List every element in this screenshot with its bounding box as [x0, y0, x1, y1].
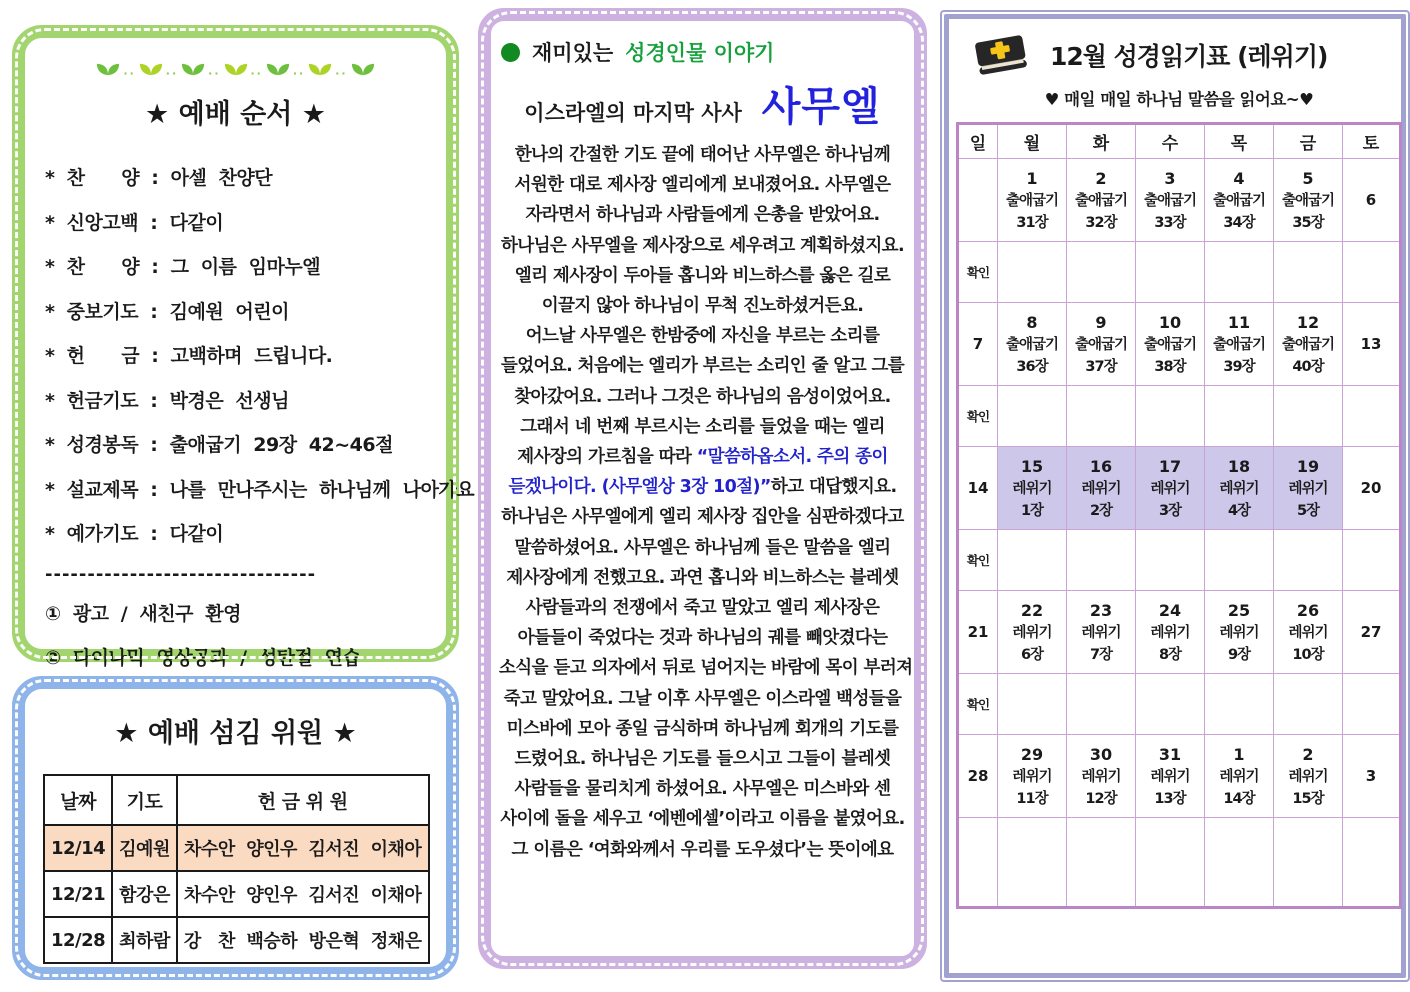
check-cell [998, 242, 1067, 303]
reading-date: 1 [1233, 745, 1245, 764]
day-header: 수 [1136, 124, 1205, 159]
reading-book: 출애굽기 [1281, 337, 1335, 353]
check-row [958, 674, 1401, 735]
story-line [499, 744, 906, 774]
reading-chapter: 6장 [1020, 647, 1044, 663]
reading-chapter: 10장 [1292, 647, 1324, 663]
check-cell [1274, 674, 1343, 735]
check-label-cell: 확인 [958, 386, 998, 447]
serving-cell: 12/28 [44, 917, 112, 963]
dot-separator: ·· [250, 67, 263, 80]
story-segment: 아들들이 죽었다는 것과 하나님의 궤를 빼앗겼다는 [517, 628, 888, 649]
check-cell [1274, 386, 1343, 447]
bible-story-content [491, 21, 914, 956]
story-line [499, 351, 906, 381]
reading-book: 출애굽기 [1212, 337, 1266, 353]
sprout-icon [96, 61, 120, 80]
reading-cell [1067, 159, 1136, 242]
reading-date: 16 [1089, 457, 1113, 476]
sprout-icon [181, 61, 205, 80]
reading-cell [1274, 303, 1343, 386]
reading-cell [1067, 303, 1136, 386]
story-line [499, 774, 906, 804]
check-cell [1274, 242, 1343, 303]
order-item: * 찬 양 : 아셀 찬양단 [45, 167, 273, 189]
bible-story-panel [478, 8, 927, 969]
reading-book: 레위기 [1012, 769, 1052, 785]
serving-cell: 최하람 [112, 917, 177, 963]
reading-date: 22 [1020, 601, 1044, 620]
reading-date: 19 [1296, 457, 1320, 476]
story-line [499, 804, 906, 834]
story-line [499, 231, 906, 261]
reading-chapter: 34장 [1223, 215, 1255, 231]
story-line [499, 502, 906, 532]
notice-item: ② 다이나믹 영상공과 / 성탄절 연습 [45, 646, 361, 669]
sprout-icon [139, 61, 163, 80]
reading-cell [1136, 303, 1205, 386]
check-cell [1343, 530, 1401, 591]
serving-committee-panel [12, 676, 459, 980]
reading-book: 출애굽기 [1005, 337, 1059, 353]
story-segment: 듣겠나이다. (사무엘상 3장 10절)” [508, 477, 771, 498]
reading-book: 레위기 [1219, 625, 1259, 641]
day-header: 화 [1067, 124, 1136, 159]
check-cell [998, 818, 1067, 908]
order-item: * 예가기도 : 다같이 [45, 523, 224, 545]
story-segment: 사이에 돌을 세우고 ‘에벤에셀’이라고 이름을 붙였어요. [500, 809, 905, 830]
reading-chapter: 15장 [1292, 791, 1324, 807]
reading-date: 3 [1164, 169, 1176, 188]
story-line [499, 200, 906, 230]
check-row [958, 818, 1401, 908]
story-segment: 자라면서 하나님과 사람들에게 은총을 받았어요. [525, 205, 880, 226]
reading-date: 23 [1089, 601, 1113, 620]
reading-cell [998, 447, 1067, 530]
story-line [499, 261, 906, 291]
check-cell [1067, 818, 1136, 908]
reading-chapter: 35장 [1292, 215, 1324, 231]
sprout-icon [351, 61, 375, 80]
story-segment: 하나님은 사무엘에게 엘리 제사장 집안을 심판하겠다고 [501, 507, 904, 528]
sprout-icon [308, 61, 332, 80]
story-segment: 그 이름은 ‘여화와께서 우리를 도우셨다’는 뜻이에요 [511, 839, 894, 860]
saturday-cell: 3 [1343, 735, 1401, 818]
reading-cell [1205, 159, 1274, 242]
reading-cell [1136, 447, 1205, 530]
story-segment: 찾아갔어요. 그러나 그것은 하나님의 음성이었어요. [514, 386, 891, 407]
story-segment: 죽고 말았어요. 그날 이후 사무엘은 이스라엘 백성들을 [503, 688, 902, 709]
day-header: 목 [1205, 124, 1274, 159]
reading-chapter: 31장 [1016, 215, 1048, 231]
sunday-cell: 14 [958, 447, 998, 530]
reading-chapter: 33장 [1154, 215, 1186, 231]
story-line [499, 472, 906, 502]
reading-cell [1136, 159, 1205, 242]
reading-chapter: 1장 [1020, 503, 1044, 519]
serving-cell: 차수안 양인우 김서진 이채아 [177, 825, 429, 871]
calendar-header-row [958, 124, 1401, 159]
check-cell [1067, 674, 1136, 735]
sprout-icon [266, 61, 290, 80]
reading-cell [1205, 735, 1274, 818]
reading-chapter: 2장 [1089, 503, 1113, 519]
reading-book: 출애굽기 [1074, 337, 1128, 353]
reading-book: 레위기 [1219, 769, 1259, 785]
reading-chapter: 5장 [1296, 503, 1320, 519]
reading-book: 레위기 [1219, 481, 1259, 497]
reading-chapter: 37장 [1085, 359, 1117, 375]
story-segment: 하나님은 사무엘을 제사장으로 세우려고 계획하셨지요. [500, 235, 905, 256]
serving-row [44, 917, 429, 963]
story-line [499, 684, 906, 714]
sprout-icon [224, 61, 248, 80]
serving-committee-content [25, 689, 446, 964]
reading-book: 레위기 [1150, 625, 1190, 641]
story-line [499, 563, 906, 593]
reading-cell [1205, 591, 1274, 674]
story-body [499, 140, 913, 865]
story-subtitle-row [499, 75, 906, 132]
reading-book: 레위기 [1012, 481, 1052, 497]
serving-cell: 김예원 [112, 825, 177, 871]
check-label-cell [958, 818, 998, 908]
serving-committee-title: ★ 예배 섬김 위원 ★ [114, 718, 357, 749]
check-cell [1205, 674, 1274, 735]
story-heading-plain: 재미있는 [532, 41, 614, 65]
reading-date: 24 [1158, 601, 1182, 620]
story-segment: 사람들을 물리치게 하셨어요. 사무엘은 미스바와 센 [514, 779, 891, 800]
check-cell [1205, 386, 1274, 447]
check-cell [1343, 386, 1401, 447]
serving-header-row [44, 775, 429, 825]
check-cell [1136, 530, 1205, 591]
reading-chapter: 39장 [1223, 359, 1255, 375]
sunday-cell [958, 159, 998, 242]
story-line [499, 593, 906, 623]
story-segment: 한나의 간절한 기도 끝에 태어난 사무엘은 하나님께 [514, 145, 891, 165]
worship-order-title: ★ 예배 순서 ★ [145, 99, 326, 130]
story-heading [501, 37, 906, 67]
saturday-cell: 13 [1343, 303, 1401, 386]
reading-chapter: 13장 [1154, 791, 1186, 807]
reading-cell [1274, 159, 1343, 242]
check-cell [1136, 674, 1205, 735]
story-line [499, 321, 906, 351]
story-segment: 이끌지 않아 하나님이 무척 진노하셨거든요. [541, 296, 864, 317]
reading-book: 레위기 [1288, 481, 1328, 497]
reading-chapter: 38장 [1154, 359, 1186, 375]
reading-cell [1274, 447, 1343, 530]
reading-cell [1205, 303, 1274, 386]
reading-date: 2 [1302, 745, 1314, 764]
story-segment: 엘리 제사장이 두아들 홉니와 비느하스를 옳은 길로 [514, 265, 891, 286]
reading-date: 9 [1095, 313, 1107, 332]
story-segment: “말씀하옵소서. 주의 종이 [696, 447, 888, 468]
worship-order-list [45, 163, 475, 546]
reading-date: 31 [1158, 745, 1182, 764]
reading-book: 레위기 [1150, 769, 1190, 785]
story-line [499, 653, 913, 683]
green-bullet-icon [501, 43, 520, 62]
check-cell [998, 386, 1067, 447]
reading-date: 4 [1233, 169, 1245, 188]
story-line [499, 291, 906, 321]
divider-line: -------------------------------- [45, 563, 317, 585]
check-label-cell: 확인 [958, 530, 998, 591]
bible-book-icon [970, 32, 1032, 78]
reading-cell [1274, 591, 1343, 674]
reading-date: 5 [1302, 169, 1314, 188]
sunday-cell: 21 [958, 591, 998, 674]
story-segment: 제사장에게 전했고요. 과연 홉니와 비느하스는 블레셋 [506, 567, 899, 588]
story-line [499, 412, 906, 442]
calendar-week-row [958, 735, 1401, 818]
calendar-body [958, 124, 1401, 908]
reading-cell [1205, 447, 1274, 530]
check-row [958, 530, 1401, 591]
reading-book: 레위기 [1081, 481, 1121, 497]
saturday-cell: 6 [1343, 159, 1401, 242]
story-segment: 제사장의 가르침을 따라 [517, 447, 697, 468]
saturday-cell: 20 [1343, 447, 1401, 530]
saturday-cell: 27 [1343, 591, 1401, 674]
reading-cell [1136, 735, 1205, 818]
check-cell [1343, 242, 1401, 303]
check-cell [1136, 242, 1205, 303]
check-cell [998, 674, 1067, 735]
reading-date: 2 [1095, 169, 1107, 188]
check-cell [1136, 818, 1205, 908]
reading-cell [998, 159, 1067, 242]
reading-chapter: 40장 [1292, 359, 1324, 375]
serving-row [44, 825, 429, 871]
notice-list [45, 599, 426, 670]
story-line [499, 382, 906, 412]
reading-date: 10 [1158, 313, 1182, 332]
serving-table [43, 774, 430, 964]
story-heading-green: 성경인물 이야기 [625, 41, 775, 65]
check-cell [1205, 818, 1274, 908]
reading-chapter: 32장 [1085, 215, 1117, 231]
serving-column-header: 날짜 [44, 775, 112, 825]
reading-chart-subtitle: ♥ 매일 매일 하나님 말씀을 읽어요~♥ [1044, 90, 1314, 109]
story-segment: 어느날 사무엘은 한밤중에 자신을 부르는 소리를 [525, 326, 880, 347]
check-cell [1205, 530, 1274, 591]
check-cell [1274, 530, 1343, 591]
reading-chapter: 36장 [1016, 359, 1048, 375]
reading-book: 출애굽기 [1281, 193, 1335, 209]
reading-chart-content [942, 12, 1408, 909]
check-cell [1067, 530, 1136, 591]
order-item: * 헌금기도 : 박경은 선생님 [45, 389, 289, 412]
story-line [499, 533, 906, 563]
serving-column-header: 헌 금 위 원 [177, 775, 429, 825]
reading-date: 15 [1020, 457, 1044, 476]
reading-chapter: 14장 [1223, 791, 1255, 807]
sprout-row [45, 60, 426, 86]
sunday-cell: 7 [958, 303, 998, 386]
story-segment: 들었어요. 처음에는 엘리가 부르는 소리인 줄 알고 그를 [500, 356, 905, 377]
story-line [499, 835, 906, 865]
reading-date: 26 [1296, 601, 1320, 620]
reading-chart-panel [940, 10, 1410, 982]
reading-book: 출애굽기 [1143, 193, 1197, 209]
order-item: * 헌 금 : 고백하며 드립니다. [45, 345, 333, 367]
reading-chapter: 11장 [1016, 791, 1048, 807]
story-segment: 하고 대답했지요. [770, 477, 897, 498]
reading-book: 레위기 [1081, 625, 1121, 641]
story-segment: 그래서 네 번째 부르시는 소리를 들었을 때는 엘리 [520, 416, 885, 437]
dot-separator: ·· [208, 67, 221, 80]
serving-column-header: 기도 [112, 775, 177, 825]
story-line [499, 714, 906, 744]
story-line [499, 170, 906, 200]
day-header: 토 [1343, 124, 1401, 159]
reading-date: 11 [1227, 313, 1251, 332]
calendar-week-row [958, 303, 1401, 386]
check-cell [1136, 386, 1205, 447]
story-line [499, 140, 906, 170]
check-cell [1067, 242, 1136, 303]
order-item: * 찬 양 : 그 이름 임마누엘 [45, 256, 321, 278]
check-cell [1067, 386, 1136, 447]
serving-table-body [44, 825, 429, 963]
reading-cell [998, 591, 1067, 674]
reading-date: 29 [1020, 745, 1044, 764]
reading-date: 18 [1227, 457, 1251, 476]
check-row [958, 242, 1401, 303]
order-item: * 신앙고백 : 다같이 [45, 211, 224, 234]
reading-book: 레위기 [1150, 481, 1190, 497]
check-label-cell: 확인 [958, 674, 998, 735]
check-cell [1343, 818, 1401, 908]
story-segment: 사람들과의 전쟁에서 죽고 말았고 엘리 제사장은 [525, 598, 880, 619]
day-header: 월 [998, 124, 1067, 159]
reading-date: 12 [1296, 313, 1320, 332]
reading-cell [998, 303, 1067, 386]
reading-book: 출애굽기 [1212, 193, 1266, 209]
calendar-table [956, 122, 1402, 909]
serving-cell: 함강은 [112, 871, 177, 917]
story-line [499, 442, 906, 472]
order-item: * 설교제목 : 나를 만나주시는 하나님께 나아가요 [45, 478, 475, 501]
serving-cell: 차수안 양인우 김서진 이채아 [177, 871, 429, 917]
day-header: 금 [1274, 124, 1343, 159]
dot-separator: ·· [165, 67, 179, 80]
check-cell [998, 530, 1067, 591]
reading-chapter: 9장 [1227, 647, 1251, 663]
story-segment: 서원한 대로 제사장 엘리에게 보내졌어요. 사무엘은 [514, 175, 891, 196]
check-cell [1205, 242, 1274, 303]
reading-book: 레위기 [1012, 625, 1052, 641]
story-segment: 소식을 듣고 의자에서 뒤로 넘어지는 바람에 목이 부러져 [499, 658, 913, 679]
reading-date: 8 [1026, 313, 1038, 332]
reading-cell [1067, 591, 1136, 674]
reading-cell [1136, 591, 1205, 674]
reading-date: 1 [1026, 169, 1038, 188]
reading-cell [1067, 447, 1136, 530]
worship-order-content [25, 38, 475, 669]
story-segment: 미스바에 모아 종일 금식하며 하나님께 회개의 기도를 [506, 718, 899, 739]
calendar-week-row [958, 159, 1401, 242]
reading-chapter: 4장 [1227, 503, 1251, 519]
check-cell [1343, 674, 1401, 735]
serving-cell: 12/21 [44, 871, 112, 917]
reading-book: 레위기 [1288, 625, 1328, 641]
story-character-name: 사무엘 [761, 84, 881, 130]
reading-date: 25 [1227, 601, 1251, 620]
sunday-cell: 28 [958, 735, 998, 818]
reading-date: 30 [1089, 745, 1113, 764]
serving-row [44, 871, 429, 917]
check-cell [1274, 818, 1343, 908]
reading-book: 출애굽기 [1074, 193, 1128, 209]
check-label-cell: 확인 [958, 242, 998, 303]
worship-order-panel [12, 25, 475, 669]
story-segment: 드렸어요. 하나님은 기도를 들으시고 그들이 블레셋 [514, 749, 891, 770]
serving-cell: 12/14 [44, 825, 112, 871]
order-item: * 중보기도 : 김예원 어린이 [45, 300, 289, 323]
day-header: 일 [958, 124, 998, 159]
reading-chart-header [970, 32, 1402, 78]
reading-chart-title: 12월 성경읽기표 (레위기) [1050, 42, 1328, 71]
reading-chapter: 3장 [1158, 503, 1182, 519]
reading-cell [1067, 735, 1136, 818]
calendar-week-row [958, 591, 1401, 674]
order-item: * 성경봉독 : 출애굽기 29장 42~46절 [45, 434, 393, 456]
notice-item: ① 광고 / 새친구 환영 [45, 602, 241, 625]
check-row [958, 386, 1401, 447]
reading-chapter: 12장 [1085, 791, 1117, 807]
dot-separator: ·· [335, 67, 348, 80]
story-line [499, 623, 906, 653]
story-segment: 말씀하셨어요. 사무엘은 하나님께 들은 말씀을 엘리 [514, 537, 891, 558]
dot-separator: ·· [123, 67, 136, 80]
reading-book: 출애굽기 [1143, 337, 1197, 353]
reading-date: 17 [1158, 457, 1182, 476]
reading-chapter: 7장 [1089, 647, 1113, 663]
story-subtitle: 이스라엘의 마지막 사사 [524, 101, 742, 125]
dot-separator: ·· [292, 67, 306, 80]
reading-chapter: 8장 [1158, 647, 1182, 663]
reading-cell [1274, 735, 1343, 818]
reading-cell [998, 735, 1067, 818]
calendar-week-row [958, 447, 1401, 530]
reading-book: 출애굽기 [1005, 193, 1059, 209]
serving-cell: 강 찬 백승하 방은혁 정채은 [177, 917, 429, 963]
reading-book: 레위기 [1288, 769, 1328, 785]
reading-book: 레위기 [1081, 769, 1121, 785]
